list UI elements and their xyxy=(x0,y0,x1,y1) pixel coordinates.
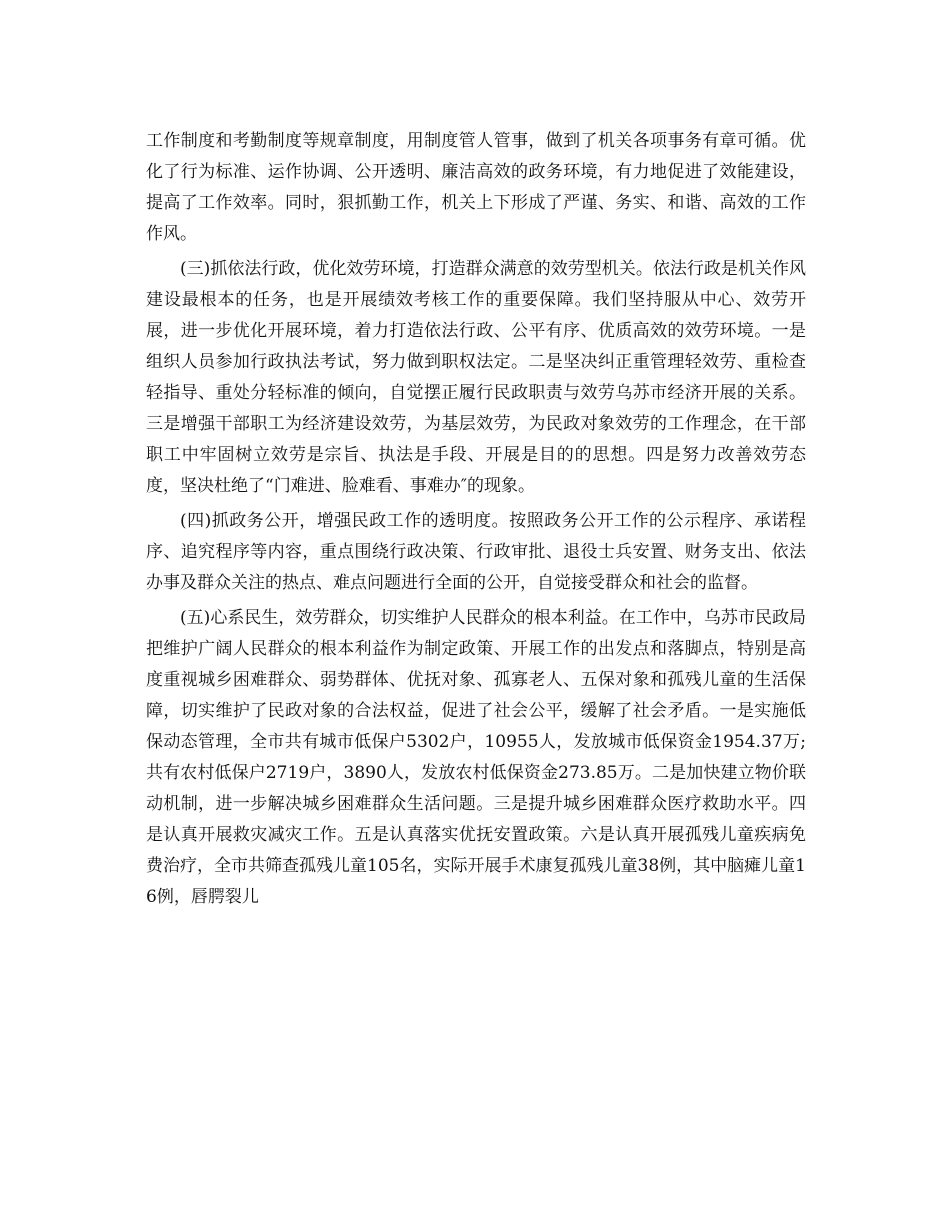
paragraph-section-4: (四)抓政务公开，增强民政工作的透明度。按照政务公开工作的公示程序、承诺程序、追究程序等内容，重点围绕行政决策、行政审批、退役士兵安置、财务支出、依法办事及群众关注的热点、难点问题进行全面的公开，自觉接受群众和社会的监督。 xyxy=(146,511,806,593)
paragraph-section-3: (三)抓依法行政，优化效劳环境，打造群众满意的效劳型机关。依法行政是机关作风建设最根本的任务，也是开展绩效考核工作的重要保障。我们坚持服从中心、效劳开展，进一步优化开展环境，着力打造依法行政、公平有序、优质高效的效劳环境。一是组织人员参加行政执法考试，努力做到职权法定。二是坚决纠正重管理轻效劳、重检查轻指导、重处分轻标准的倾向，自觉摆正履行民政职责与效劳乌苏市经济开展的关系。三是增强干部职工为经济建设效劳，为基层效劳，为民政对象效劳的工作理念，在干部职工中牢固树立效劳是宗旨、执法是手段、开展是目的的思想。四是努力改善效劳态度，坚决杜绝了“门难进、脸难看、事难办″的现象。 xyxy=(146,259,806,496)
paragraph-work-system: 工作制度和考勤制度等规章制度，用制度管人管事，做到了机关各项事务有章可循。优化了行为标准、运作协调、公开透明、廉洁高效的政务环境，有力地促进了效能建设，提高了工作效率。同时，狠抓勤工作，机关上下形成了严谨、务实、和谐、高效的工作作风。 xyxy=(146,131,806,244)
document-page xyxy=(146,126,806,917)
paragraph-section-5: (五)心系民生，效劳群众，切实维护人民群众的根本利益。在工作中，乌苏市民政局把维护广阔人民群众的根本利益作为制定政策、开展工作的出发点和落脚点，特别是高度重视城乡困难群众、弱势群体、优抚对象、孤寡老人、五保对象和孤残儿童的生活保障，切实维护了民政对象的合法权益，促进了社会公平，缓解了社会矛盾。一是实施低保动态管理，全市共有城市低保户5302户，10955人，发放城市低保资金1954.37万;共有农村低保户2719户，3890人，发放农村低保资金273.85万。二是加快建立物价联动机制，进一步解决城乡困难群众生活问题。三是提升城乡困难群众医疗救助水平。四是认真开展救灾减灾工作。五是认真落实优抚安置政策。六是认真开展孤残儿童疾病免费治疗，全市共筛查孤残儿童105名，实际开展手术康复孤残儿童38例，其中脑瘫儿童16例，唇腭裂儿 xyxy=(146,608,806,907)
